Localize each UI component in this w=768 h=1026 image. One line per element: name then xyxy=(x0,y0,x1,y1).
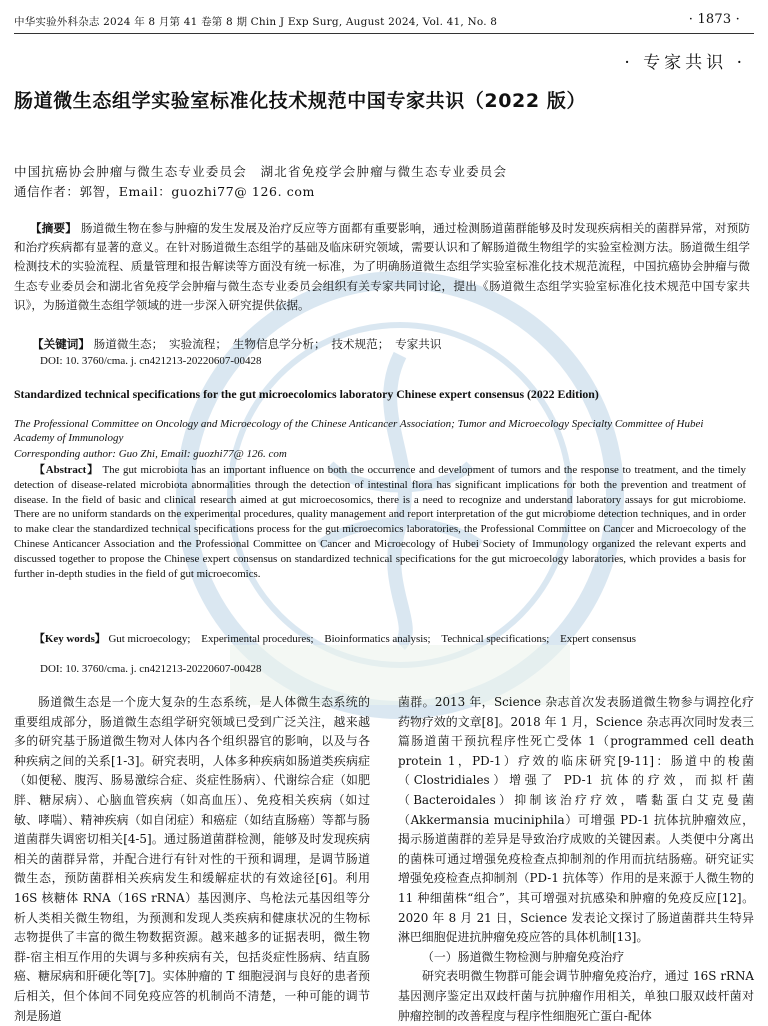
author-organizations: 中国抗癌协会肿瘤与微生态专业委员会 湖北省免疫学会肿瘤与微生态专业委员会 xyxy=(14,164,508,179)
keywords-en-text: Gut microecology; Experimental procedures; Bioinformatics analysis; Technical specifications; Expert consensus xyxy=(108,633,637,645)
keywords-cn-text: 肠道微生态； 实验流程； 生物信息学分析； 技术规范； 专家共识 xyxy=(93,337,442,351)
article-title: 肠道微生态组学实验室标准化技术规范中国专家共识（2022 版） xyxy=(14,90,587,112)
corresponding-author: 通信作者：郭智，Email：guozhi77@ 126. com xyxy=(14,184,315,199)
keywords-en xyxy=(14,632,746,647)
doi-cn[interactable]: DOI: 10. 3760/cma. j. cn421213-20220607-00428 xyxy=(40,355,262,367)
body-column-right xyxy=(398,693,754,1026)
subheading: （一）肠道微生物检测与肿瘤免疫治疗 xyxy=(422,949,625,964)
keywords-en-tag: 【Key words】 xyxy=(34,633,106,645)
corresponding-author-en: Corresponding author: Guo Zhi, Email: guozhi77@ 126. com xyxy=(14,448,287,460)
abstract-en-tag: 【Abstract】 xyxy=(34,464,99,476)
body-paragraph: 研究表明微生物群可能会调节肿瘤免疫治疗，通过 16S rRNA 基因测序鉴定出双歧杆菌与抗肿瘤作用相关，单独口服双歧杆菌对肿瘤控制的改善程度与程序性细胞死亡蛋白-配体 xyxy=(398,969,754,1023)
abstract-cn-tag: 【摘要】 xyxy=(30,221,77,235)
abstract-cn xyxy=(14,219,750,315)
abstract-en-text: The gut microbiota has an important influence on both the occurrence and development of tumors and the response to treatment, and the timely detection of disease-related microbiota abnormalities through the detection of intestinal flora has significant implications for both the prevention and treatment of disease. In the field of basic and clinical research aimed at gut microecosomics, there is a need to recognize and understand laboratory assays for gut microbiome. There are no uniform standards on the experimental procedures, quality management and report interpretation of the gut microbiome detection techniques, and in order to make clear the standardized technical specifications process for the gut microecomics laboratories, the Professional Committee on Cancer and Microecology of the Chinese Anticancer Association and the Professional Committee on Cancer and Microecology of Hubei Society of Immunology organized the relevant experts and discussed together to propose the Chinese expert consensus on standardized technical specifications for the gut microecology laboratories, which provides a basis for further in-depth studies in the field of gut microecomics. xyxy=(14,464,746,580)
running-header xyxy=(14,10,754,30)
journal-info: 中华实验外科杂志 2024 年 8 月第 41 卷第 8 期 Chin J Exp Surg, August 2024, Vol. 41, No. 8 xyxy=(14,16,498,28)
abstract-en xyxy=(14,463,746,581)
page-number: · 1873 · xyxy=(688,12,740,27)
doi-en[interactable]: DOI: 10. 3760/cma. j. cn421213-20220607-00428 xyxy=(40,663,262,675)
header-divider xyxy=(14,33,754,34)
keywords-cn-tag: 【关键词】 xyxy=(32,337,90,351)
section-label: · 专家共识 · xyxy=(624,53,746,73)
body-paragraph: 菌群。2013 年，Science 杂志首次发表肠道微生物参与调控化疗药物疗效的文章[8]。2018 年 1 月，Science 杂志再次同时发表三篇肠道菌干预抗程序性死亡受体 1（programmed cell death protein 1，PD-1）疗效的临床研究[9-11]：肠道中的梭菌（Clostridiales）增强了 PD-1 抗体的疗效，而拟杆菌（Bacteroidales）抑制该治疗疗效，嗜黏蛋白艾克曼菌（Akkermansia muciniphila）可增强 PD-1 抗体抗肿瘤效应，揭示肠道菌群的差异是导致治疗成败的关键因素。人类便中分离出的菌株可通过增强免疫检查点抑制剂的作用而抗结肠癌。研究证实增强免疫检查点抑制剂（PD-1 抗体等）作用的是来源于人微生物的 11 种细菌株“组合”，其可增强对抗感染和肿瘤的免疫反应[12]。2020 年 8 月 21 日，Science 发表论文探讨了肠道菌群共生特异淋巴细胞促进抗肿瘤免疫应答的具体机制[13]。 xyxy=(398,695,754,945)
abstract-cn-text: 肠道微生物在参与肿瘤的发生发展及治疗反应等方面都有重要影响，通过检测肠道菌群能够及时发现疾病相关的菌群异常，对预防和治疗疾病都有显著的意义。在针对肠道微生态组学的基础及临床研究领域，需要认识和了解肠道微生物组学的实验室检测方法。肠道微生组学检测技术的实验流程、质量管理和报告解读等方面没有统一标准，为了明确肠道微生态组学实验室标准化技术规范流程，中国抗癌协会肿瘤与微生态专业委员会和湖北省免疫学会肿瘤与微生态专业委员会组织有关专家共同讨论，提出《肠道微生态组学实验室标准化技术规范中国专家共识》，为肠道微生态组学领域的进一步深入研究提供依据。 xyxy=(14,221,750,312)
article-title-en: Standardized technical specifications for the gut microecolomics laboratory Chinese expert consensus (2022 Edition) xyxy=(14,387,599,401)
author-organizations-en: The Professional Committee on Oncology and Microecology of the Chinese Anticancer Association; Tumor and Microecology Specialty Committee of Hubei Academy of Immunology xyxy=(14,418,704,444)
keywords-cn xyxy=(32,336,750,352)
body-column-left: 肠道微生态是一个庞大复杂的生态系统，是人体微生态系统的重要组成部分，肠道微生态组学研究领域已受到广泛关注，越来越多的研究基于肠道微生物对人体内各个组织器官的影响，以及与各种疾病之间的关系[1-3]。研究表明，人体多种疾病如肠道类疾病症（如便秘、腹泻、肠易激综合症、炎症性肠病）、代谢综合症（如肥胖、糖尿病）、心脑血管疾病（如高血压）、免疫相关疾病（如过敏、哮喘）、精神疾病（如自闭症）和癌症（如结直肠癌）等都与肠道菌群失调密切相关[4-5]。通过肠道菌群检测，能够及时发现疾病相关的菌群异常，并配合进行有针对性的干预和调理，是调节肠道微生态，预防菌群相关疾病发生和缓解症状的有效途径[6]。利用 16S 核糖体 RNA（16S rRNA）基因测序、鸟枪法元基因组等分析人类相关微生物组，为预测和发现人类疾病和健康状况的生物标志物提供了丰富的微生物数据资源。越来越多的证据表明，微生物群-宿主相互作用的失调与多种疾病有关，包括炎症性肠病、结直肠癌、糖尿病和肝硬化等[7]。实体肿瘤的 T 细胞浸润与良好的患者预后相关，但个体间不同免疫应答的机制尚不清楚，一种可能的调节剂是肠道 xyxy=(14,695,370,1023)
